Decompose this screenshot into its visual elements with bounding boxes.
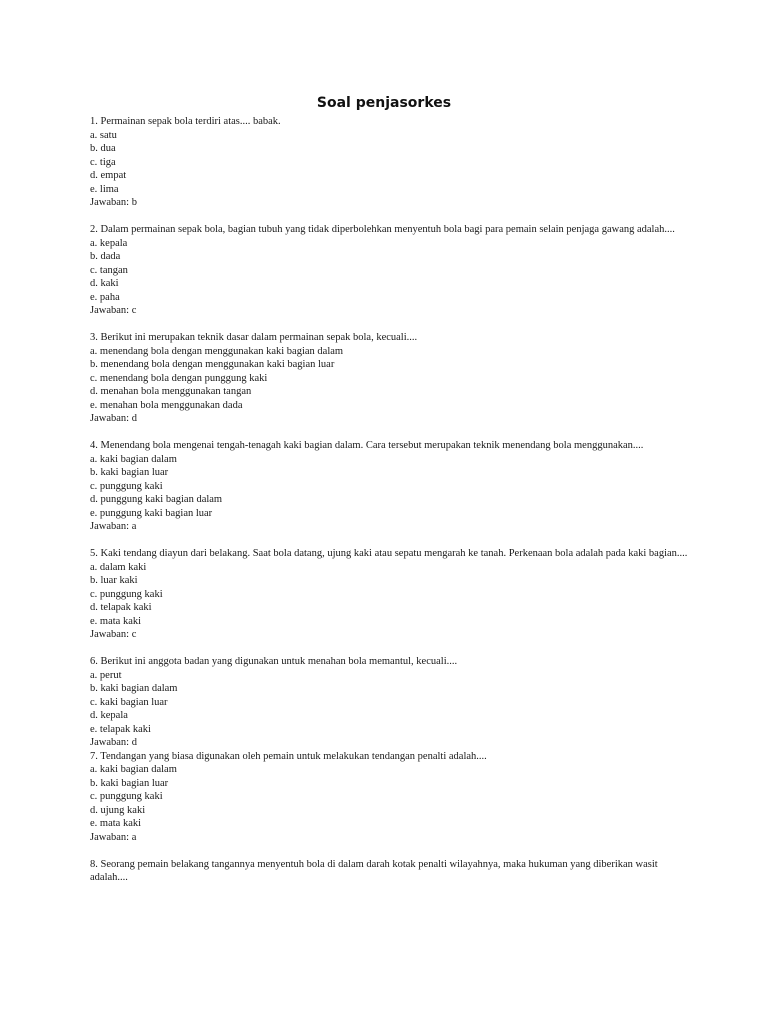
- question-block: [90, 115, 690, 210]
- answer-option: e. punggung kaki bagian luar: [90, 507, 213, 519]
- question-text: 3. Berikut ini merupakan teknik dasar dalam permainan sepak bola, kecuali....: [90, 332, 418, 343]
- answer-option: e. paha: [90, 291, 120, 303]
- answer-option: a. kaki bagian dalam: [90, 764, 177, 775]
- question-block: [90, 655, 690, 750]
- answer-option: d. kepala: [90, 710, 128, 721]
- answer-option: a. satu: [90, 129, 117, 141]
- question-text: 6. Berikut ini anggota badan yang digunakan untuk menahan bola memantul, kecuali....: [90, 656, 458, 667]
- question-text: 4. Menendang bola mengenai tengah-tenagah kaki bagian dalam. Cara tersebut merupakan teknik menendang bola menggunakan....: [90, 440, 644, 451]
- answer-option: c. tangan: [90, 264, 128, 276]
- answer-option: d. punggung kaki bagian dalam: [90, 494, 223, 505]
- answer-option: b. luar kaki: [90, 575, 138, 586]
- answer-option: b. kaki bagian luar: [90, 777, 169, 789]
- answer-key: Jawaban: b: [90, 197, 137, 208]
- answer-key: Jawaban: d: [90, 737, 137, 748]
- question-block: [90, 223, 690, 318]
- answer-option: b. kaki bagian dalam: [90, 683, 178, 694]
- answer-option: b. kaki bagian luar: [90, 467, 169, 478]
- answer-option: a. menendang bola dengan menggunakan kaki bagian dalam: [90, 345, 344, 357]
- page-title: Soal penjasorkes: [316, 95, 452, 111]
- answer-option: e. menahan bola menggunakan dada: [90, 399, 243, 411]
- answer-option: e. mata kaki: [90, 615, 142, 627]
- question-text: 1. Permainan sepak bola terdiri atas.... babak.: [90, 116, 281, 127]
- answer-key: Jawaban: d: [90, 413, 137, 424]
- answer-key: Jawaban: c: [90, 305, 137, 316]
- answer-key: Jawaban: c: [90, 629, 137, 640]
- answer-option: d. menahan bola menggunakan tangan: [90, 386, 252, 397]
- answer-option: a. kaki bagian dalam: [90, 453, 177, 465]
- answer-option: c. menendang bola dengan punggung kaki: [90, 372, 268, 384]
- question-block: [90, 547, 690, 642]
- question-text: 2. Dalam permainan sepak bola, bagian tubuh yang tidak diperbolehkan menyentuh bola bagi para pemain selain penjaga gawang adalah....: [90, 224, 675, 235]
- answer-option: d. kaki: [90, 278, 119, 289]
- question-text: 7. Tendangan yang biasa digunakan oleh pemain untuk melakukan tendangan penalti adalah....: [90, 750, 487, 762]
- answer-option: b. menendang bola dengan menggunakan kaki bagian luar: [90, 359, 335, 370]
- answer-key: Jawaban: a: [90, 831, 137, 843]
- question-text: 5. Kaki tendang diayun dari belakang. Saat bola datang, ujung kaki atau sepatu mengarah ke tanah. Perkenaan bola adalah pada kaki bagian....: [90, 548, 688, 559]
- answer-option: c. punggung kaki: [90, 791, 163, 802]
- question-text: 8. Seorang pemain belakang tangannya menyentuh bola di dalam darah kotak penalti wilayahnya, maka hukuman yang diberikan wasit adalah....: [90, 858, 658, 883]
- answer-option: c. punggung kaki: [90, 588, 163, 600]
- question-block: [90, 858, 690, 885]
- answer-option: b. dada: [90, 251, 121, 262]
- answer-option: e. lima: [90, 183, 119, 195]
- answer-option: a. dalam kaki: [90, 561, 147, 573]
- question-block: [90, 331, 690, 426]
- answer-option: c. kaki bagian luar: [90, 696, 168, 708]
- question-block: [90, 439, 690, 534]
- answer-option: a. perut: [90, 669, 122, 681]
- answer-option: e. mata kaki: [90, 818, 142, 829]
- answer-option: a. kepala: [90, 237, 128, 249]
- answer-option: e. telapak kaki: [90, 723, 151, 735]
- question-block: [90, 750, 690, 845]
- answer-option: c. tiga: [90, 156, 116, 168]
- answer-option: b. dua: [90, 143, 116, 154]
- answer-option: d. ujung kaki: [90, 804, 146, 816]
- answer-option: d. telapak kaki: [90, 602, 152, 613]
- questions-list: [90, 115, 690, 898]
- answer-key: Jawaban: a: [90, 521, 137, 532]
- answer-option: d. empat: [90, 170, 127, 181]
- answer-option: c. punggung kaki: [90, 480, 163, 492]
